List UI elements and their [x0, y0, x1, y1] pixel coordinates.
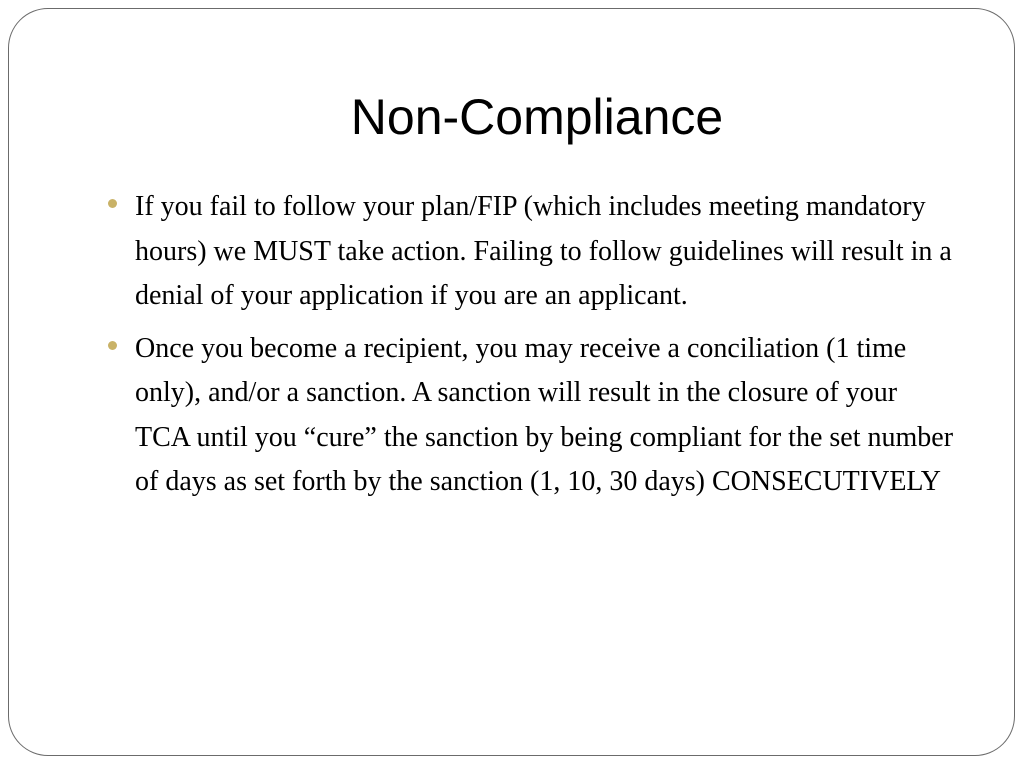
slide-title: Non-Compliance [350, 89, 724, 145]
bullet-dot-icon [108, 341, 117, 350]
bullet-item-recipient-sanction [104, 327, 954, 505]
bullet-text: Once you become a recipient, you may receive a conciliation (1 time only), and/or a sanction. A sanction will result in the closure of your TCA until you “cure” the sanction by being compliant for the set number of days as set forth by the sanction (1, 10, 30 days) CONSECUTIVELY [135, 332, 954, 497]
bullet-item-non-compliance-action [104, 185, 954, 319]
bullet-text: If you fail to follow your plan/FIP (which includes meeting mandatory hours) we MUST take action. Failing to follow guidelines will result in a denial of your application if you are an applicant. [135, 191, 952, 311]
bullet-dot-icon [108, 199, 117, 208]
bullet-list [104, 185, 954, 513]
